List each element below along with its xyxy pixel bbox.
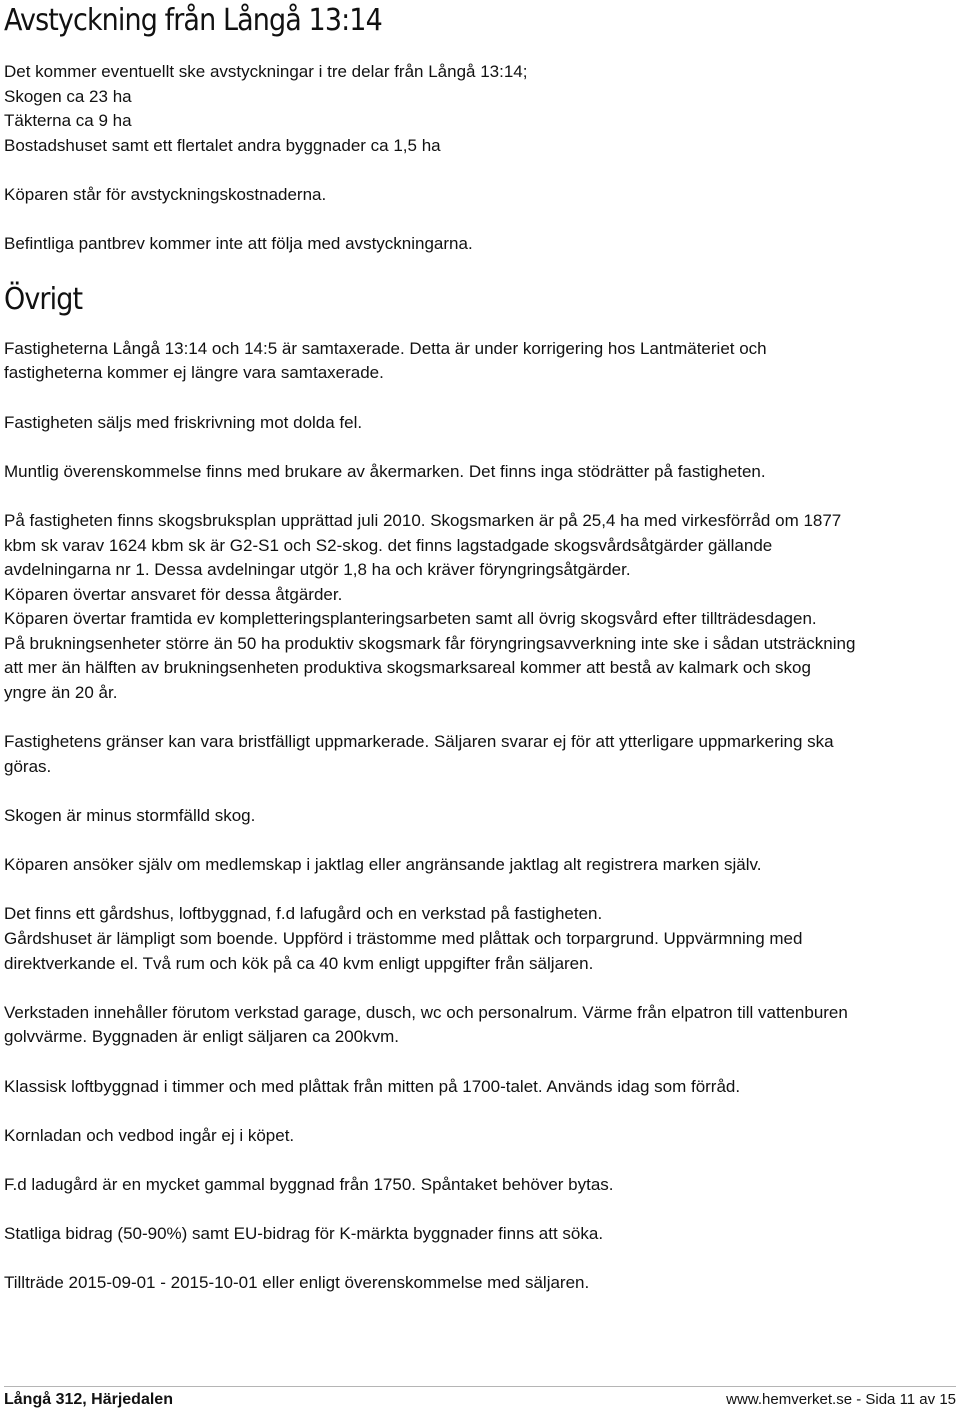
pantbrev-paragraph	[4, 232, 956, 257]
tilltrade-line: Tillträde 2015-09-01 - 2015-10-01 eller enligt överenskommelse med säljaren.	[4, 1273, 590, 1293]
granser-paragraph	[4, 730, 956, 779]
skogsbruk-line: Köparen övertar framtida ev kompletteringsplanteringsarbeten samt all övrig skogsvård efter tillträdesdagen.	[4, 609, 817, 629]
skogsbruk-line: avdelningarna nr 1. Dessa avdelningar utgör 1,8 ha och kräver föryngringsåtgärder.	[4, 560, 631, 580]
stormfalld-paragraph	[4, 804, 956, 829]
tilltrade-paragraph	[4, 1271, 956, 1296]
bidrag-paragraph	[4, 1222, 956, 1247]
granser-line: göras.	[4, 756, 52, 776]
overenskommelse-line: Muntlig överenskommelse finns med brukare av åkermarken. Det finns inga stödrätter på fastigheten.	[4, 461, 766, 481]
byggnader-line: Gårdshuset är lämpligt som boende. Uppförd i trästomme med plåttak och torpargrund. Uppvärmning med	[4, 929, 803, 948]
document-page	[4, 0, 956, 1296]
loftbyggnad-line: Klassisk loftbyggnad i timmer och med plåttak från mitten på 1700-talet. Används idag som förråd.	[4, 1076, 741, 1096]
skogsbruk-line: På brukningsenheter större än 50 ha produktiv skogsmark får föryngringsavverkning inte ske i sådan utsträckning	[4, 633, 856, 653]
footer-property: Långå 312, Härjedalen	[4, 1391, 173, 1408]
section-heading-ovrigt: Övrigt	[4, 281, 83, 317]
skogsbruk-line: yngre än 20 år.	[4, 683, 118, 703]
byggnader-line: Det finns ett gårdshus, loftbyggnad, f.d lafugård och en verkstad på fastigheten.	[4, 904, 603, 924]
pantbrev-line: Befintliga pantbrev kommer inte att följa med avstyckningarna.	[4, 234, 473, 254]
kornlada-line: Kornladan och vedbod ingår ej i köpet.	[4, 1125, 295, 1145]
skogsbruk-line: Köparen övertar ansvaret för dessa åtgärder.	[4, 584, 343, 604]
friskrivning-line: Fastigheten säljs med friskrivning mot dolda fel.	[4, 412, 363, 432]
skogsbruk-line: att mer än hälften av brukningsenheten produktiva skogsmarksareal kommer att bestå av kalmark och skog	[4, 658, 811, 678]
loftbyggnad-paragraph	[4, 1075, 956, 1100]
samtaxerade-line: Fastigheterna Långå 13:14 och 14:5 är samtaxerade. Detta är under korrigering hos Lantmäteriet och	[4, 338, 767, 358]
costs-paragraph	[4, 183, 956, 208]
jaktlag-paragraph	[4, 853, 956, 878]
kornlada-paragraph	[4, 1124, 956, 1149]
intro-line: Skogen ca 23 ha	[4, 86, 132, 106]
ladugard-line: F.d ladugård är en mycket gammal byggnad från 1750. Spåntaket behöver bytas.	[4, 1174, 614, 1194]
intro-paragraph	[4, 60, 956, 158]
overenskommelse-paragraph	[4, 460, 956, 485]
friskrivning-paragraph	[4, 411, 956, 436]
footer-page-info: www.hemverket.se - Sida 11 av 15	[726, 1391, 956, 1408]
verkstad-line: Verkstaden innehåller förutom verkstad garage, dusch, wc och personalrum. Värme från elpatron till vattenburen	[4, 1002, 848, 1022]
samtaxerade-line: fastigheterna kommer ej längre vara samtaxerade.	[4, 363, 384, 383]
intro-line: Täkterna ca 9 ha	[4, 111, 132, 131]
skogsbruk-line: På fastigheten finns skogsbruksplan upprättad juli 2010. Skogsmarken är på 25,4 ha med virkesförråd om 1877	[4, 510, 842, 530]
bidrag-line: Statliga bidrag (50-90%) samt EU-bidrag för K-märkta byggnader finns att söka.	[4, 1224, 604, 1244]
page-footer	[4, 1386, 956, 1412]
skogsbruk-line: kbm sk varav 1624 kbm sk är G2-S1 och S2-skog. det finns lagstadgade skogsvårdsåtgärder gällande	[4, 535, 773, 555]
intro-line: Det kommer eventuellt ske avstyckningar i tre delar från Långå 13:14;	[4, 62, 528, 81]
verkstad-paragraph	[4, 1001, 956, 1050]
stormfalld-line: Skogen är minus stormfälld skog.	[4, 806, 256, 826]
granser-line: Fastighetens gränser kan vara bristfälligt uppmarkerade. Säljaren svarar ej för att ytterligare uppmarkering ska	[4, 732, 834, 752]
costs-line: Köparen står för avstyckningskostnaderna.	[4, 184, 327, 204]
ladugard-paragraph	[4, 1173, 956, 1198]
byggnader-line: direktverkande el. Två rum och kök på ca 40 kvm enligt uppgifter från säljaren.	[4, 953, 594, 973]
skogsbruk-paragraph	[4, 509, 956, 706]
page-title: Avstyckning från Långå 13:14	[4, 3, 382, 38]
verkstad-line: golvvärme. Byggnaden är enligt säljaren ca 200kvm.	[4, 1027, 399, 1047]
byggnader-paragraph	[4, 902, 956, 976]
intro-line: Bostadshuset samt ett flertalet andra byggnader ca 1,5 ha	[4, 135, 441, 155]
jaktlag-line: Köparen ansöker själv om medlemskap i jaktlag eller angränsande jaktlag alt registrera marken själv.	[4, 855, 762, 875]
samtaxerade-paragraph	[4, 337, 956, 386]
